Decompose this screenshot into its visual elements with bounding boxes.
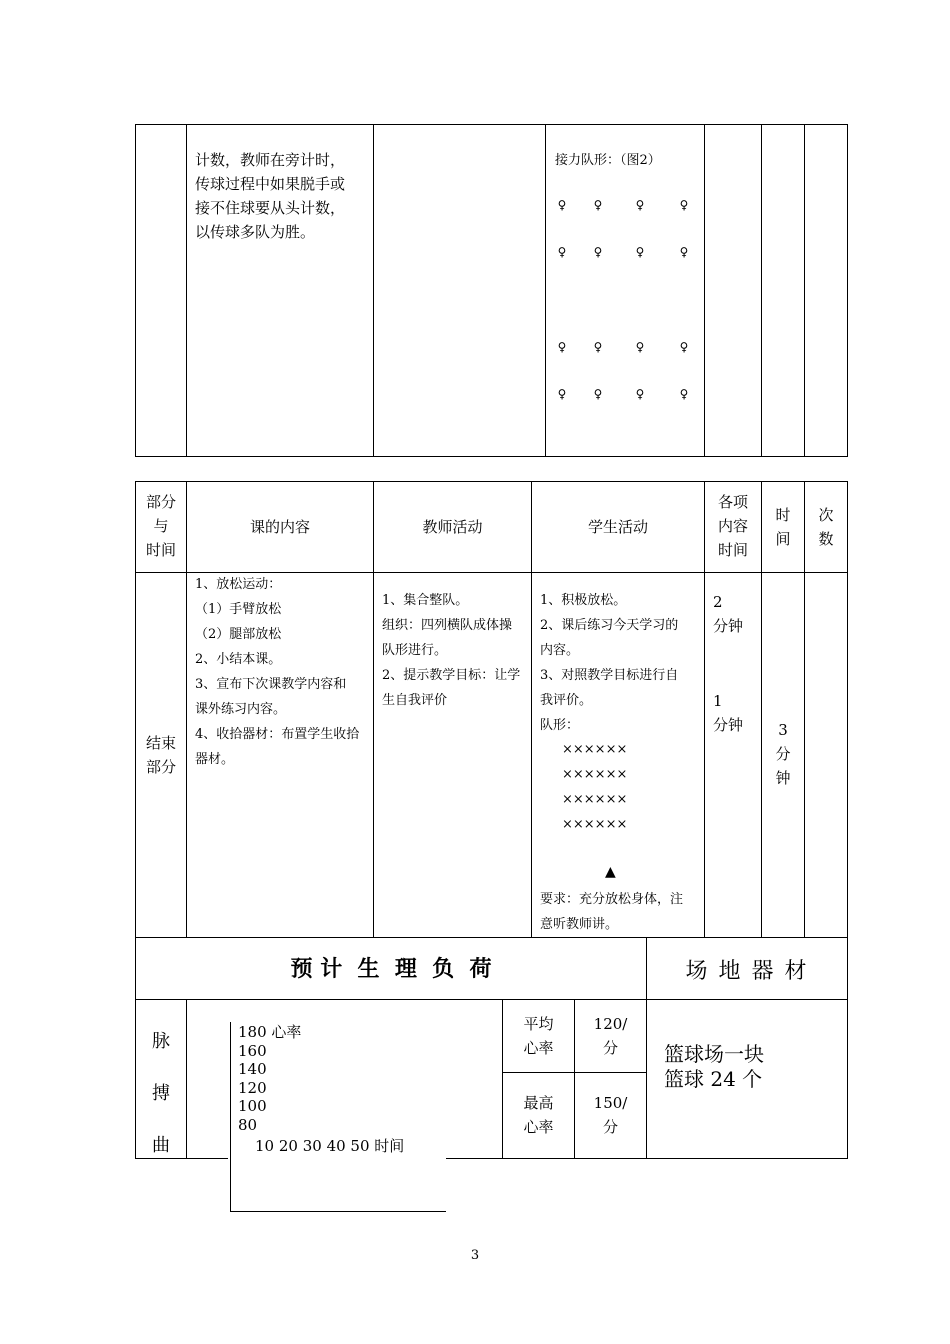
item-time-unit: 分钟: [713, 716, 744, 734]
formation-row: ××××××: [562, 742, 628, 757]
header-part-time: [136, 490, 186, 562]
pulse-chart-y-labels: [238, 1023, 301, 1134]
item-time-1: [713, 590, 759, 638]
header-item-time: [705, 490, 761, 562]
teacher-item: 组织：四列横队成体操: [382, 618, 513, 633]
teacher-item: 队形进行。: [382, 643, 448, 658]
content-line: 接不住球要从头计数，: [195, 199, 346, 217]
female-symbol-icon: ♀: [593, 340, 603, 354]
student-item: 我评价。: [540, 693, 593, 708]
pulse-label-line: 搏: [152, 1083, 170, 1104]
content-items: [195, 572, 371, 772]
student-formation: [562, 737, 662, 837]
content-item: 器材。: [195, 752, 235, 767]
pulse-chart-x-label: 10 20 30 40 50 时间: [255, 1137, 405, 1155]
pulse-label: [136, 1016, 186, 1172]
total-time: [762, 718, 804, 790]
max-value-line: 150/: [593, 1094, 628, 1112]
header-line: 时: [775, 506, 791, 524]
student-item: 内容。: [540, 643, 580, 658]
equipment-item: 篮球场一块: [664, 1042, 764, 1066]
student-item: 2、课后练习今天学习的: [540, 618, 679, 633]
pulse-label-line: 曲: [152, 1135, 170, 1156]
max-value-line: 分: [602, 1118, 618, 1136]
female-symbol-icon: ♀: [635, 340, 645, 354]
formation-row: ××××××: [562, 792, 628, 807]
female-symbol-icon: ♀: [679, 245, 689, 259]
page-number: 3: [470, 1248, 480, 1263]
max-heart-rate-label: [503, 1091, 574, 1139]
total-time-line: 3: [778, 721, 788, 739]
equipment-item: 篮球 24 个: [664, 1067, 763, 1091]
student-item: 3、对照教学目标进行自: [540, 668, 679, 683]
content-item: 4、收拾器材：布置学生收拾: [195, 727, 360, 742]
teacher-marker: ▲: [605, 864, 616, 880]
section-label: [136, 731, 186, 779]
content-item: 3、宣布下次课教学内容和: [195, 677, 347, 692]
y-tick-label: 180 心率: [238, 1023, 302, 1041]
item-time-value: 1: [713, 692, 723, 710]
teacher-item: 生自我评价: [382, 693, 448, 708]
female-symbol-icon: ♀: [635, 245, 645, 259]
item-time-2: [713, 689, 759, 737]
student-item: 队形：: [540, 718, 580, 733]
header-student: 学生活动: [587, 518, 648, 536]
header-line: 与: [153, 517, 169, 535]
top-content-text: [195, 148, 370, 244]
avg-heart-rate-label: [503, 1012, 574, 1060]
header-line: 各项: [717, 493, 748, 511]
formation-row: ××××××: [562, 767, 628, 782]
requirement-line: 要求：充分放松身体，注: [540, 892, 684, 907]
avg-label-line: 心率: [523, 1039, 554, 1057]
y-tick-label: 100: [238, 1097, 267, 1115]
content-item: 1、放松运动：: [195, 577, 282, 592]
header-line: 部分: [145, 493, 176, 511]
female-symbol-icon: ♀: [679, 340, 689, 354]
header-line: 时间: [145, 541, 176, 559]
header-line: 间: [775, 530, 791, 548]
item-time-unit: 分钟: [713, 617, 744, 635]
female-symbol-icon: ♀: [557, 198, 567, 212]
section-label-line: 结束: [145, 734, 176, 752]
student-requirement: [540, 887, 702, 937]
female-symbol-icon: ♀: [557, 245, 567, 259]
load-title: 预 计 生 理 负 荷: [290, 956, 492, 982]
content-line: 以传球多队为胜。: [195, 223, 316, 241]
teacher-item: 1、集合整队。: [382, 593, 469, 608]
female-symbol-icon: ♀: [593, 245, 603, 259]
header-line: 次: [818, 506, 834, 524]
female-symbol-icon: ♀: [679, 198, 689, 212]
teacher-items: [382, 588, 529, 713]
content-item: （1）手臂放松: [195, 602, 282, 617]
total-time-line: 分: [775, 745, 791, 763]
pulse-label-line: 脉: [152, 1031, 170, 1052]
equipment-list: [664, 1042, 764, 1092]
y-tick-label: 80: [238, 1115, 258, 1134]
header-line: 数: [818, 530, 834, 548]
formation-row: ××××××: [562, 817, 628, 832]
y-tick-label: 160: [238, 1041, 267, 1060]
content-line: 计数，教师在旁计时，: [195, 151, 346, 169]
student-item: 1、积极放松。: [540, 593, 627, 608]
max-label-line: 心率: [523, 1118, 554, 1136]
y-tick-label: 120: [238, 1078, 267, 1097]
content-item: 课外练习内容。: [195, 702, 287, 717]
avg-value-line: 120/: [593, 1015, 628, 1033]
female-symbol-icon: ♀: [557, 340, 567, 354]
equipment-title: 场 地 器 材: [685, 959, 809, 984]
female-symbol-icon: ♀: [635, 198, 645, 212]
avg-value-line: 分: [602, 1039, 618, 1057]
student-items: [540, 588, 702, 738]
max-label-line: 最高: [523, 1094, 554, 1112]
header-content: 课的内容: [249, 518, 310, 536]
header-time: [762, 503, 804, 551]
header-line: 内容: [717, 517, 748, 535]
female-symbol-icon: ♀: [593, 387, 603, 401]
item-time-value: 2: [713, 593, 723, 611]
teacher-item: 2、提示教学目标：让学: [382, 668, 521, 683]
content-line: 传球过程中如果脱手或: [195, 175, 346, 193]
female-symbol-icon: ♀: [635, 387, 645, 401]
formation-title: 接力队形：（图2）: [555, 153, 661, 168]
section-label-line: 部分: [145, 758, 176, 776]
header-line: 时间: [717, 541, 748, 559]
header-teacher: 教师活动: [422, 518, 483, 536]
avg-label-line: 平均: [523, 1015, 554, 1033]
female-symbol-icon: ♀: [679, 387, 689, 401]
female-symbol-icon: ♀: [593, 198, 603, 212]
max-heart-rate-value: [575, 1091, 646, 1139]
y-tick-label: 140: [238, 1060, 267, 1078]
content-item: （2）腿部放松: [195, 627, 282, 642]
avg-heart-rate-value: [575, 1012, 646, 1060]
requirement-line: 意听教师讲。: [540, 917, 619, 932]
header-count: [805, 503, 847, 551]
content-item: 2、小结本课。: [195, 652, 282, 667]
female-symbol-icon: ♀: [557, 387, 567, 401]
total-time-line: 钟: [775, 769, 791, 787]
